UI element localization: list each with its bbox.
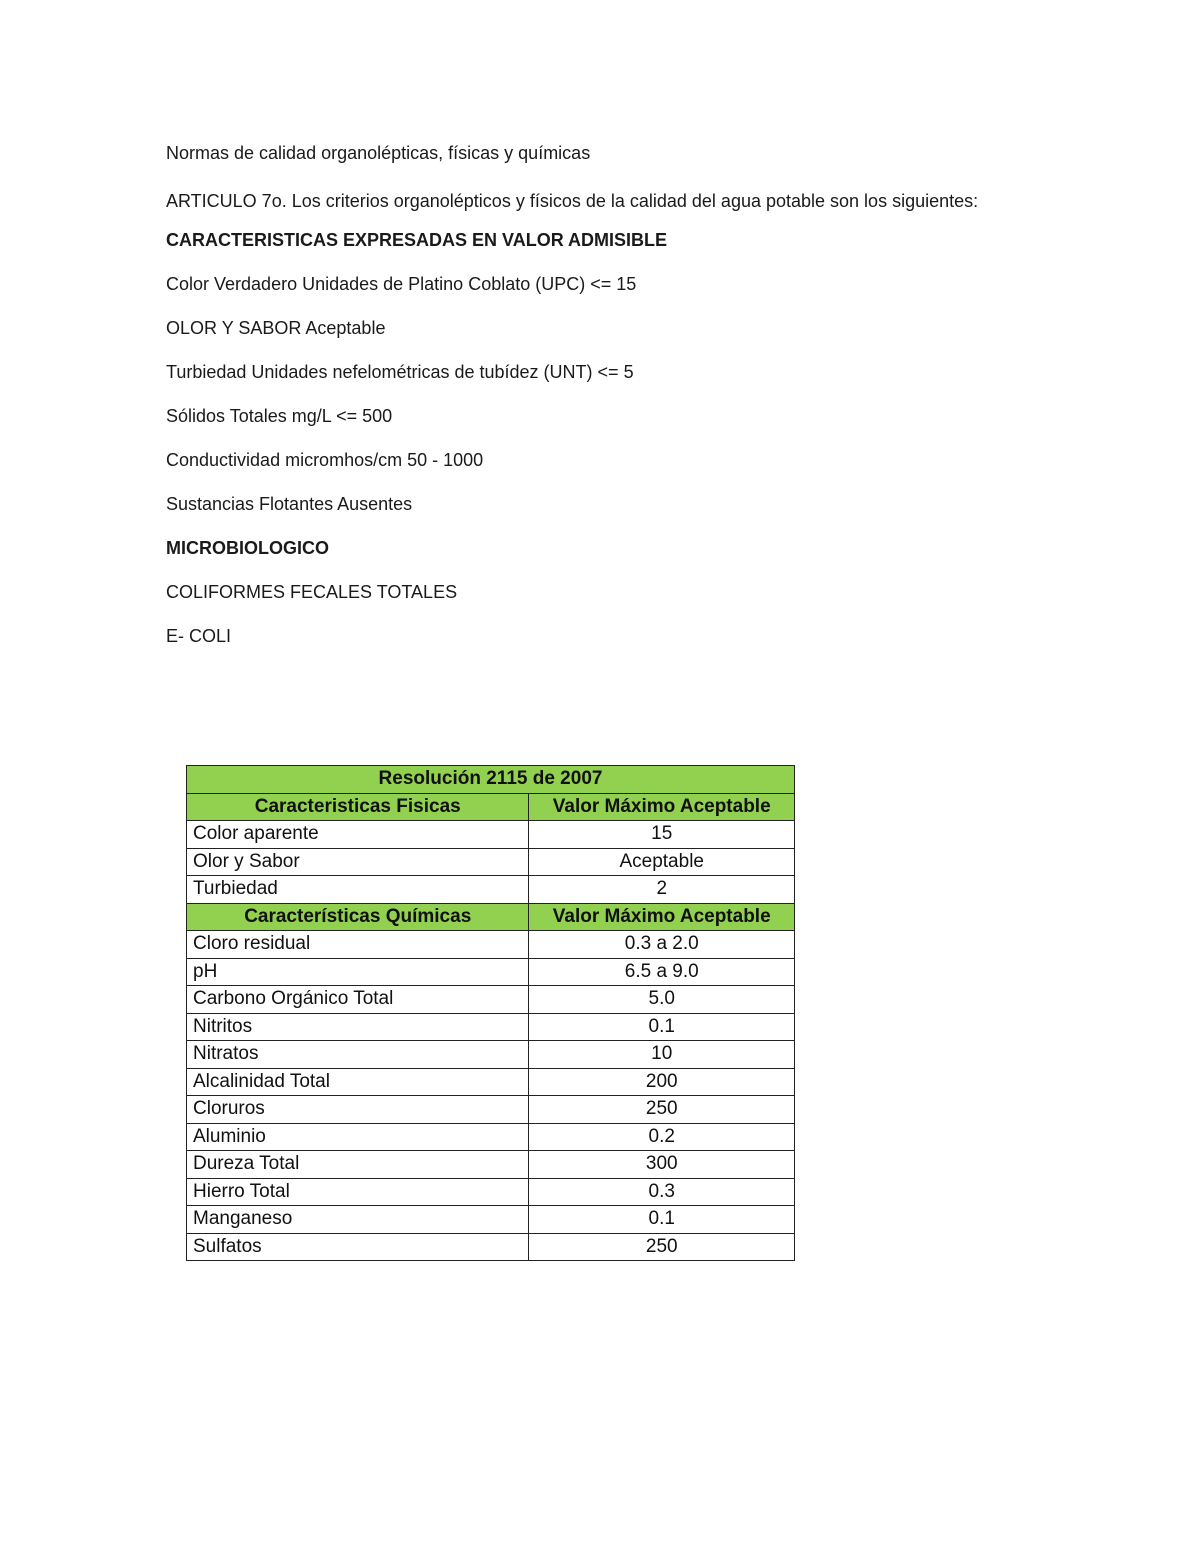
table-section-header-row — [187, 793, 795, 821]
table-row — [187, 848, 795, 876]
table-row — [187, 1068, 795, 1096]
cell-characteristic: Sulfatos — [187, 1233, 529, 1261]
table-section-header-row — [187, 903, 795, 931]
cell-value: 300 — [529, 1151, 795, 1179]
cell-characteristic: Cloruros — [187, 1096, 529, 1124]
cell-value: 0.3 — [529, 1178, 795, 1206]
cell-value: 250 — [529, 1096, 795, 1124]
table-title-row — [187, 766, 795, 794]
cell-characteristic: pH — [187, 958, 529, 986]
cell-characteristic: Aluminio — [187, 1123, 529, 1151]
table-row — [187, 821, 795, 849]
table-row — [187, 1151, 795, 1179]
heading-caracteristicas: CARACTERISTICAS EXPRESADAS EN VALOR ADMISIBLE — [166, 230, 668, 250]
paragraph-solidos: Sólidos Totales mg/L <= 500 — [166, 406, 393, 426]
cell-characteristic: Nitritos — [187, 1013, 529, 1041]
cell-value: 200 — [529, 1068, 795, 1096]
cell-value: 6.5 a 9.0 — [529, 958, 795, 986]
table-row — [187, 986, 795, 1014]
cell-value: 10 — [529, 1041, 795, 1069]
cell-value: 2 — [529, 876, 795, 904]
cell-characteristic: Color aparente — [187, 821, 529, 849]
cell-characteristic: Olor y Sabor — [187, 848, 529, 876]
table-row — [187, 876, 795, 904]
table-row — [187, 931, 795, 959]
cell-characteristic: Manganeso — [187, 1206, 529, 1234]
resolution-table-container — [186, 765, 795, 1261]
heading-microbiologico: MICROBIOLOGICO — [166, 538, 329, 558]
cell-value: 15 — [529, 821, 795, 849]
table-row — [187, 958, 795, 986]
cell-characteristic: Carbono Orgánico Total — [187, 986, 529, 1014]
table-row — [187, 1123, 795, 1151]
paragraph-coliformes: COLIFORMES FECALES TOTALES — [166, 582, 458, 602]
cell-value: 0.1 — [529, 1206, 795, 1234]
cell-characteristic: Nitratos — [187, 1041, 529, 1069]
cell-value: 250 — [529, 1233, 795, 1261]
paragraph-sustancias: Sustancias Flotantes Ausentes — [166, 494, 413, 514]
table-row — [187, 1013, 795, 1041]
cell-value: 5.0 — [529, 986, 795, 1014]
cell-value: 0.2 — [529, 1123, 795, 1151]
table-row — [187, 1096, 795, 1124]
paragraph-turbiedad: Turbiedad Unidades nefelométricas de tubídez (UNT) <= 5 — [166, 362, 634, 382]
cell-value: 0.1 — [529, 1013, 795, 1041]
cell-value: Aceptable — [529, 848, 795, 876]
cell-characteristic: Hierro Total — [187, 1178, 529, 1206]
table-row — [187, 1206, 795, 1234]
table-title: Resolución 2115 de 2007 — [187, 766, 795, 794]
section-header-characteristic: Caracteristicas Fisicas — [187, 793, 529, 821]
table-row — [187, 1041, 795, 1069]
table-row — [187, 1233, 795, 1261]
cell-characteristic: Alcalinidad Total — [187, 1068, 529, 1096]
table-row — [187, 1178, 795, 1206]
paragraph-color: Color Verdadero Unidades de Platino Coblato (UPC) <= 15 — [166, 274, 637, 294]
paragraph-ecoli: E- COLI — [166, 626, 232, 646]
paragraph-articulo: ARTICULO 7o. Los criterios organolépticos y físicos de la calidad del agua potable son los siguientes: — [166, 191, 979, 211]
section-header-value: Valor Máximo Aceptable — [529, 793, 795, 821]
paragraph-title: Normas de calidad organolépticas, físicas y químicas — [166, 143, 591, 163]
paragraph-olor-sabor: OLOR Y SABOR Aceptable — [166, 318, 386, 338]
cell-value: 0.3 a 2.0 — [529, 931, 795, 959]
cell-characteristic: Turbiedad — [187, 876, 529, 904]
resolution-table — [186, 765, 795, 1261]
document-body — [166, 136, 1026, 663]
section-header-characteristic: Características Químicas — [187, 903, 529, 931]
section-header-value: Valor Máximo Aceptable — [529, 903, 795, 931]
cell-characteristic: Dureza Total — [187, 1151, 529, 1179]
cell-characteristic: Cloro residual — [187, 931, 529, 959]
paragraph-conductividad: Conductividad micromhos/cm 50 - 1000 — [166, 450, 484, 470]
